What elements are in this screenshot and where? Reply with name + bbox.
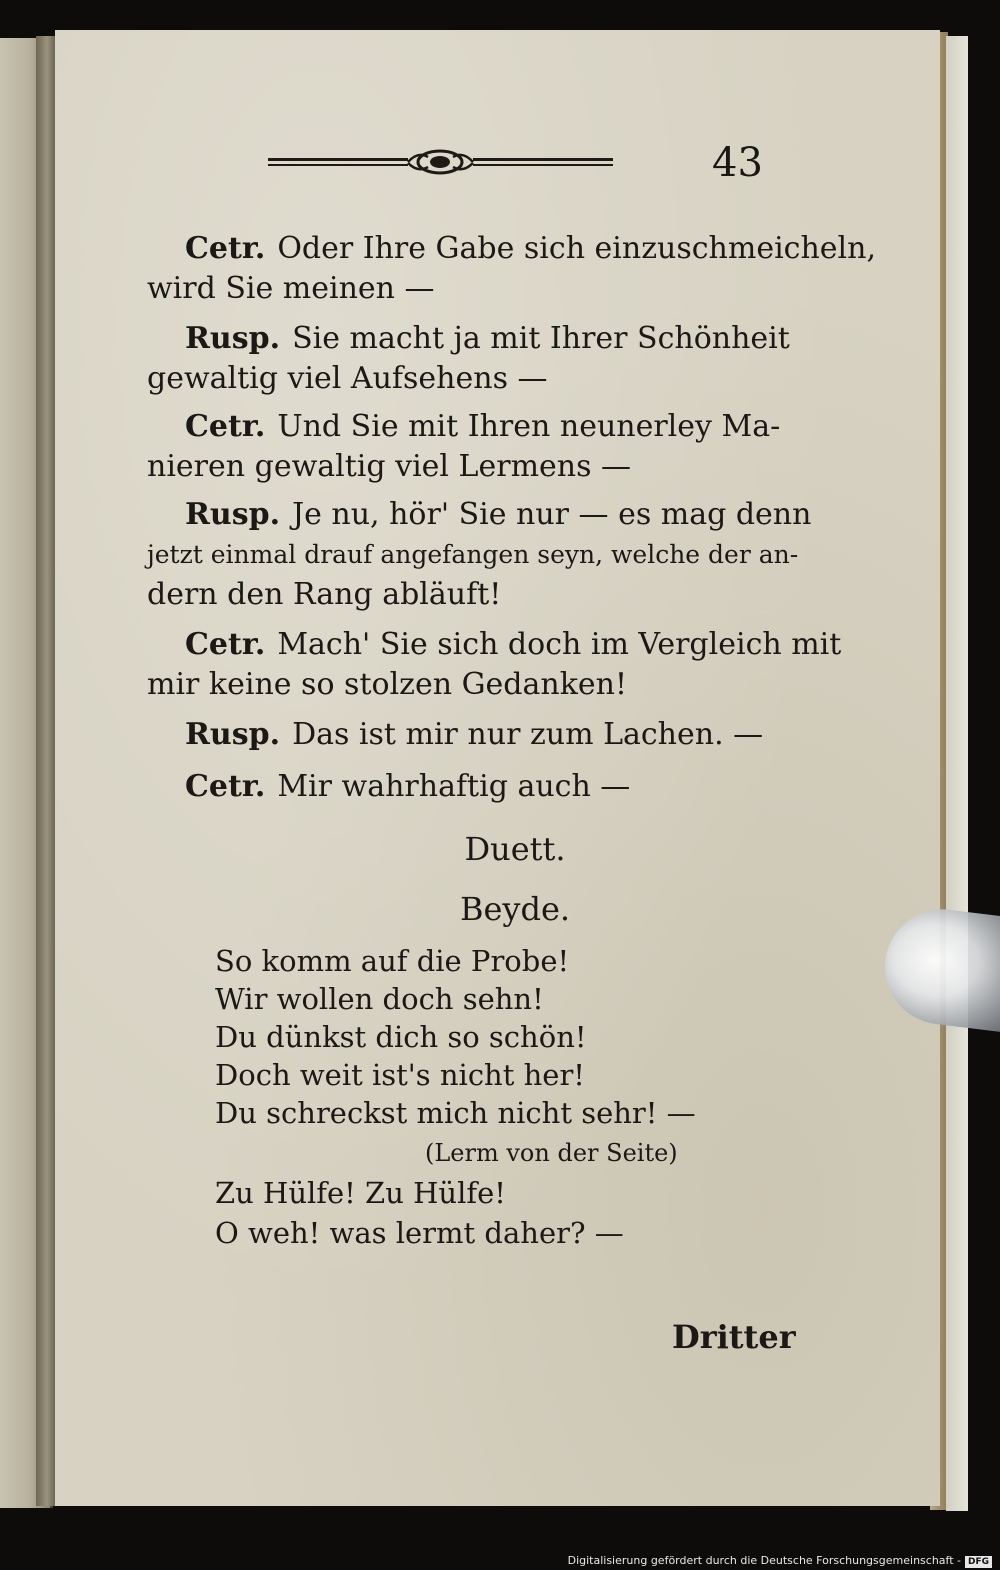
dialogue-text: Das ist mir nur zum Lachen. — bbox=[292, 717, 764, 752]
dialogue-line: wird Sie meinen — bbox=[147, 271, 435, 306]
dialogue-text: Und Sie mit Ihren neunerley Ma- bbox=[277, 409, 781, 444]
dialogue-line: mir keine so stolzen Gedanken! bbox=[147, 667, 628, 702]
dialogue-text: Mir wahrhaftig auch — bbox=[277, 769, 631, 804]
dialogue-text: Mach' Sie sich doch im Vergleich mit bbox=[277, 627, 842, 662]
verse-line: Du schreckst mich nicht sehr! — bbox=[215, 1096, 696, 1130]
dialogue-text: Oder Ihre Gabe sich einzuschmeicheln, bbox=[277, 231, 876, 266]
speaker-label: Cetr. bbox=[185, 769, 266, 804]
dialogue-line bbox=[185, 230, 876, 268]
dialogue-line bbox=[185, 768, 630, 806]
dialogue-line bbox=[185, 716, 763, 754]
ornament-rule bbox=[268, 143, 613, 181]
dialogue-line bbox=[185, 626, 841, 664]
speaker-label: Cetr. bbox=[185, 627, 266, 662]
dialogue-line: dern den Rang abläuft! bbox=[147, 577, 502, 612]
voices-heading: Beyde. bbox=[459, 890, 571, 928]
page-number: 43 bbox=[712, 140, 763, 186]
verse-line: So komm auf die Probe! bbox=[215, 944, 570, 978]
dialogue-line: gewaltig viel Aufsehens — bbox=[147, 361, 548, 396]
dialogue-line: nieren gewaltig viel Lermens — bbox=[147, 449, 632, 484]
verse-line: Zu Hülfe! Zu Hülfe! bbox=[215, 1176, 506, 1210]
speaker-label: Rusp. bbox=[185, 321, 281, 356]
stage-direction: (Lerm von der Seite) bbox=[425, 1139, 678, 1167]
section-heading: Duett. bbox=[464, 830, 566, 868]
speaker-label: Rusp. bbox=[185, 497, 281, 532]
footer-text: Digitalisierung gefördert durch die Deutsche Forschungsgemeinschaft - bbox=[567, 1554, 961, 1567]
dialogue-text: Sie macht ja mit Ihrer Schönheit bbox=[292, 321, 790, 356]
dialogue-line bbox=[185, 408, 780, 446]
dfg-logo: DFG bbox=[965, 1556, 992, 1568]
speaker-label: Cetr. bbox=[185, 409, 266, 444]
catchword: Dritter bbox=[672, 1318, 796, 1356]
verse-line: Du dünkst dich so schön! bbox=[215, 1020, 587, 1054]
dialogue-text: Je nu, hör' Sie nur — es mag denn bbox=[292, 497, 812, 532]
verse-line: O weh! was lermt daher? — bbox=[215, 1216, 624, 1250]
speaker-label: Rusp. bbox=[185, 717, 281, 752]
dialogue-line bbox=[185, 496, 811, 534]
verse-line: Wir wollen doch sehn! bbox=[215, 982, 544, 1016]
dialogue-line bbox=[185, 320, 790, 358]
book-page bbox=[55, 30, 940, 1506]
page-edge-stack bbox=[946, 36, 968, 1511]
footer-credit bbox=[568, 1554, 992, 1568]
speaker-label: Cetr. bbox=[185, 231, 266, 266]
dialogue-line: jetzt einmal drauf angefangen seyn, welche der an- bbox=[147, 540, 799, 569]
verse-line: Doch weit ist's nicht her! bbox=[215, 1058, 585, 1092]
